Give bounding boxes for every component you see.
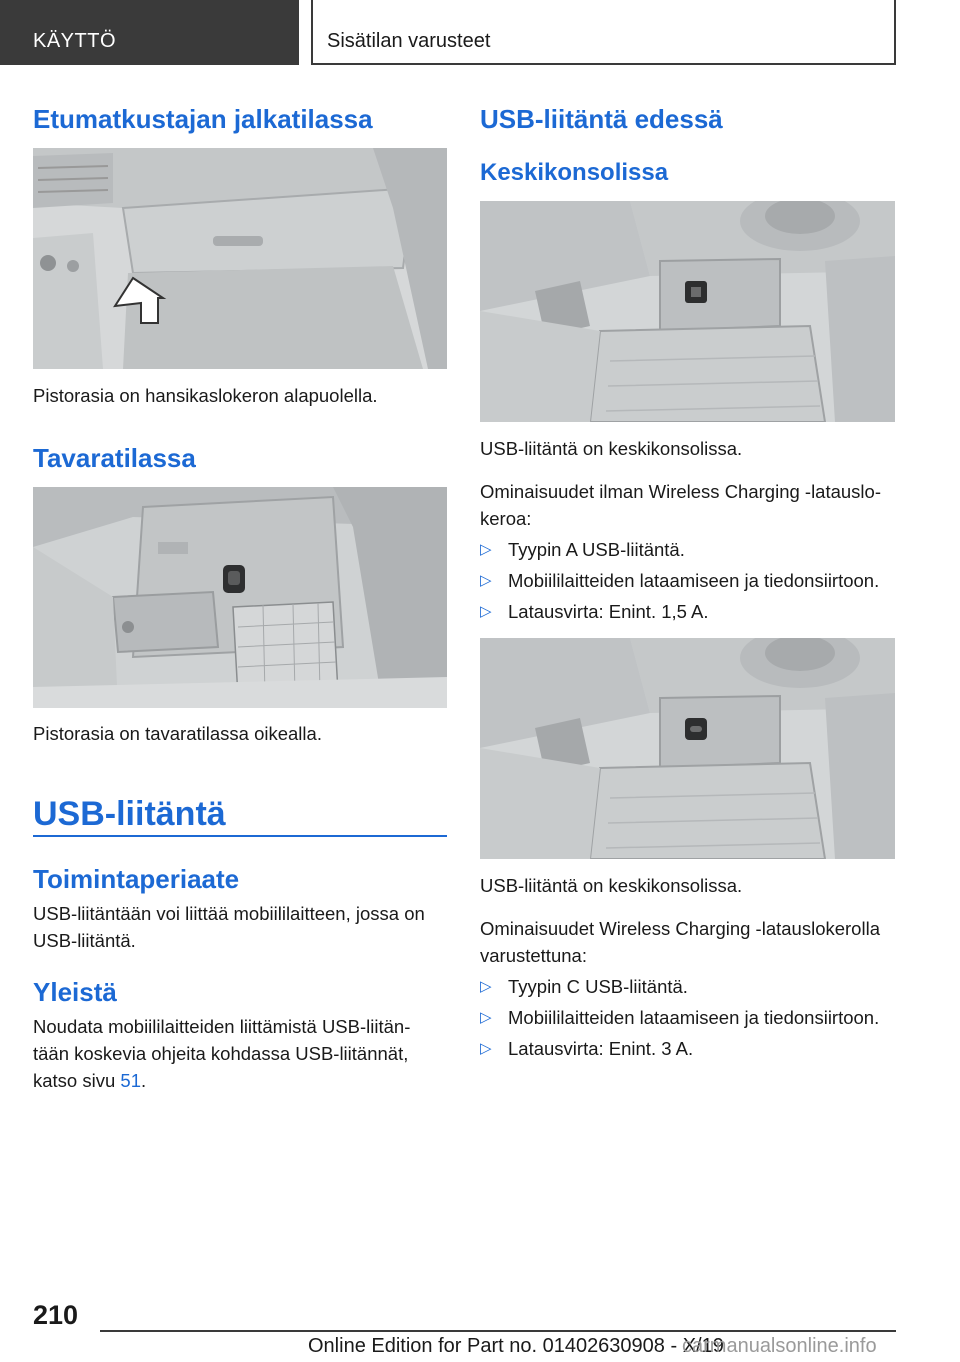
edition-text: Online Edition for Part no. 01402630908 - X/19 xyxy=(308,1335,724,1357)
section-tab xyxy=(0,0,299,65)
features-1-line-1: Ominaisuudet ilman Wireless Charging -latauslo- xyxy=(480,481,881,502)
page-number: 210 xyxy=(33,1300,79,1330)
principle-line-2: USB-liitäntä. xyxy=(33,930,136,951)
list-1-item-text: Latausvirta: Enint. 1,5 A. xyxy=(508,601,709,622)
list-2-item-text: Mobiililaitteiden lataamiseen ja tiedonsiirtoon. xyxy=(508,1007,880,1028)
heading-trunk: Tavaratilassa xyxy=(33,443,196,473)
heading-front-usb: USB-liitäntä edessä xyxy=(480,104,723,134)
general-line-3 xyxy=(33,1067,146,1094)
list-2-item xyxy=(480,973,688,1000)
triangle-right-icon: ▷ xyxy=(480,603,492,620)
list-2-item-text: Latausvirta: Enint. 3 A. xyxy=(508,1038,694,1059)
triangle-right-icon: ▷ xyxy=(480,541,492,558)
list-1-item xyxy=(480,598,709,625)
caption-console-2: USB-liitäntä on keskikonsolissa. xyxy=(480,875,743,896)
general-line-1: Noudata mobiililaitteiden liittämistä USB-liitän- xyxy=(33,1016,411,1037)
page-link[interactable]: 51 xyxy=(120,1070,141,1091)
triangle-right-icon: ▷ xyxy=(480,1040,492,1057)
watermark: carmanualsonline.info xyxy=(682,1335,877,1357)
image-console-1 xyxy=(480,201,895,422)
general-line-2: tään koskevia ohjeita kohdassa USB-liitännät, xyxy=(33,1043,409,1064)
heading-console: Keskikonsolissa xyxy=(480,159,669,186)
heading-rule xyxy=(33,835,447,837)
features-2-line-1: Ominaisuudet Wireless Charging -latauslokerolla xyxy=(480,918,880,939)
caption-console-1: USB-liitäntä on keskikonsolissa. xyxy=(480,438,743,459)
general-line-3-text: katso sivu xyxy=(33,1070,121,1091)
image-trunk xyxy=(33,487,447,708)
image-footwell xyxy=(33,148,447,369)
list-2-item xyxy=(480,1035,693,1062)
list-1-item xyxy=(480,567,879,594)
chapter-title: Sisätilan varusteet xyxy=(327,30,491,52)
heading-general: Yleistä xyxy=(33,977,117,1007)
list-2-item xyxy=(480,1004,879,1031)
principle-line-1: USB-liitäntään voi liittää mobiililaitteen, jossa on xyxy=(33,903,425,924)
chapter-tab xyxy=(311,0,896,65)
list-2-item-text: Tyypin C USB-liitäntä. xyxy=(508,976,688,997)
heading-footwell: Etumatkustajan jalkatilassa xyxy=(33,104,373,134)
list-1-item xyxy=(480,536,685,563)
triangle-right-icon: ▷ xyxy=(480,978,492,995)
triangle-right-icon: ▷ xyxy=(480,1009,492,1026)
list-1-item-text: Mobiililaitteiden lataamiseen ja tiedonsiirtoon. xyxy=(508,570,880,591)
image-console-2 xyxy=(480,638,895,859)
caption-footwell: Pistorasia on hansikaslokeron alapuolella. xyxy=(33,385,378,406)
heading-principle: Toimintaperiaate xyxy=(33,864,240,894)
footer-rule xyxy=(100,1330,896,1332)
features-1-line-2: keroa: xyxy=(480,508,532,529)
section-title: KÄYTTÖ xyxy=(33,30,117,52)
features-2-line-2: varustettuna: xyxy=(480,945,587,966)
heading-usb: USB-liitäntä xyxy=(33,795,226,833)
triangle-right-icon: ▷ xyxy=(480,572,492,589)
list-1-item-text: Tyypin A USB-liitäntä. xyxy=(508,539,685,560)
caption-trunk: Pistorasia on tavaratilassa oikealla. xyxy=(33,723,322,744)
general-line-3-end: . xyxy=(140,1070,147,1091)
